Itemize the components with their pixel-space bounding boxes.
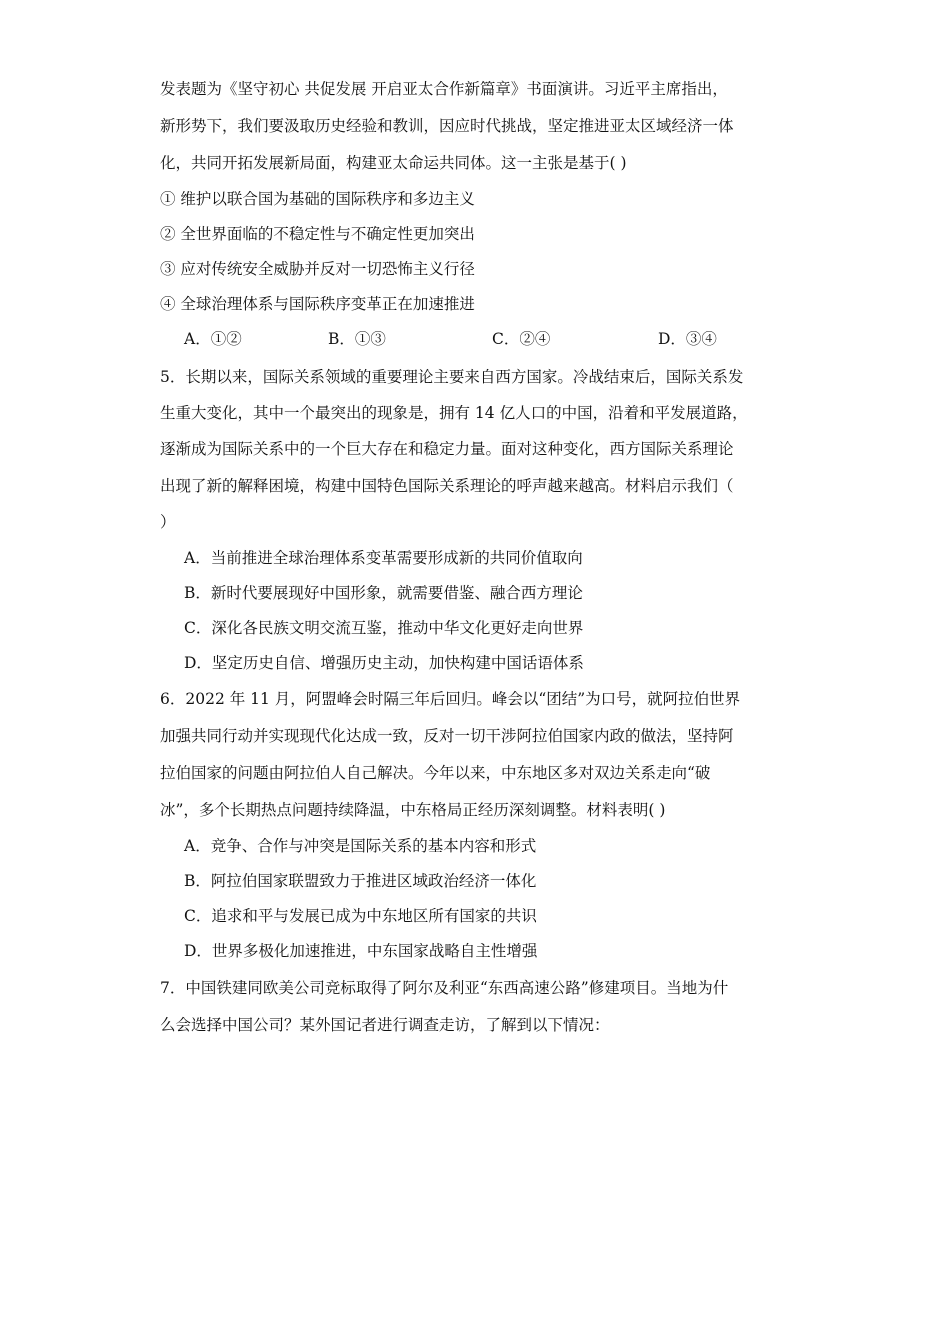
- q5-option-d: D．坚定历史自信、增强历史主动，加快构建中国话语体系: [184, 654, 584, 672]
- q6-line-2: 加强共同行动并实现现代化达成一致，反对一切干涉阿拉伯国家内政的做法，坚持阿: [160, 727, 734, 745]
- q5-line-4: 出现了新的解释困境，构建中国特色国际关系理论的呼声越来越高。材料启示我们（: [160, 477, 734, 495]
- q4-option-c: C．②④: [492, 330, 551, 348]
- q4-line-2: 新形势下，我们要汲取历史经验和教训，因应时代挑战，坚定推进亚太区域经济一体: [160, 117, 734, 135]
- q5-option-b: B．新时代要展现好中国形象，就需要借鉴、融合西方理论: [184, 584, 583, 602]
- q4-item-1: ① 维护以联合国为基础的国际秩序和多边主义: [160, 190, 475, 208]
- q4-item-3: ③ 应对传统安全威胁并反对一切恐怖主义行径: [160, 260, 475, 278]
- q4-item-2: ② 全世界面临的不稳定性与不确定性更加突出: [160, 225, 475, 243]
- q6-option-c: C．追求和平与发展已成为中东地区所有国家的共识: [184, 907, 537, 925]
- q5-line-2: 生重大变化，其中一个最突出的现象是，拥有 14 亿人口的中国，沿着和平发展道路，: [160, 404, 748, 422]
- q6-line-1: 6．2022 年 11 月，阿盟峰会时隔三年后回归。峰会以“团结”为口号，就阿拉伯世界: [160, 690, 741, 708]
- q7-line-2: 么会选择中国公司？某外国记者进行调查走访，了解到以下情况：: [160, 1016, 610, 1034]
- q5-option-a: A．当前推进全球治理体系变革需要形成新的共同价值取向: [184, 549, 583, 567]
- q4-option-d: D．③④: [658, 330, 717, 348]
- q6-line-4: 冰”，多个长期热点问题持续降温，中东格局正经历深刻调整。材料表明( ): [160, 801, 666, 819]
- q6-option-d: D．世界多极化加速推进，中东国家战略自主性增强: [184, 942, 538, 960]
- q5-option-c: C．深化各民族文明交流互鉴，推动中华文化更好走向世界: [184, 619, 584, 637]
- q4-option-a: A．①②: [184, 330, 242, 348]
- q6-line-3: 拉伯国家的问题由阿拉伯人自己解决。今年以来，中东地区多对双边关系走向“破: [160, 764, 711, 782]
- q4-item-4: ④ 全球治理体系与国际秩序变革正在加速推进: [160, 295, 475, 313]
- q7-line-1: 7．中国铁建同欧美公司竞标取得了阿尔及利亚“东西高速公路”修建项目。当地为什: [160, 979, 729, 997]
- q4-line-3: 化，共同开拓发展新局面，构建亚太命运共同体。这一主张是基于( ): [160, 154, 627, 172]
- q5-line-3: 逐渐成为国际关系中的一个巨大存在和稳定力量。面对这种变化，西方国际关系理论: [160, 440, 734, 458]
- q4-line-1: 发表题为《坚守初心 共促发展 开启亚太合作新篇章》书面演讲。习近平主席指出，: [160, 80, 728, 98]
- q6-option-a: A．竞争、合作与冲突是国际关系的基本内容和形式: [184, 837, 537, 855]
- q6-option-b: B．阿拉伯国家联盟致力于推进区域政治经济一体化: [184, 872, 537, 890]
- q4-option-b: B．①③: [328, 330, 386, 348]
- q5-line-5: ）: [160, 513, 176, 531]
- q5-line-1: 5．长期以来，国际关系领域的重要理论主要来自西方国家。冷战结束后，国际关系发: [160, 368, 744, 386]
